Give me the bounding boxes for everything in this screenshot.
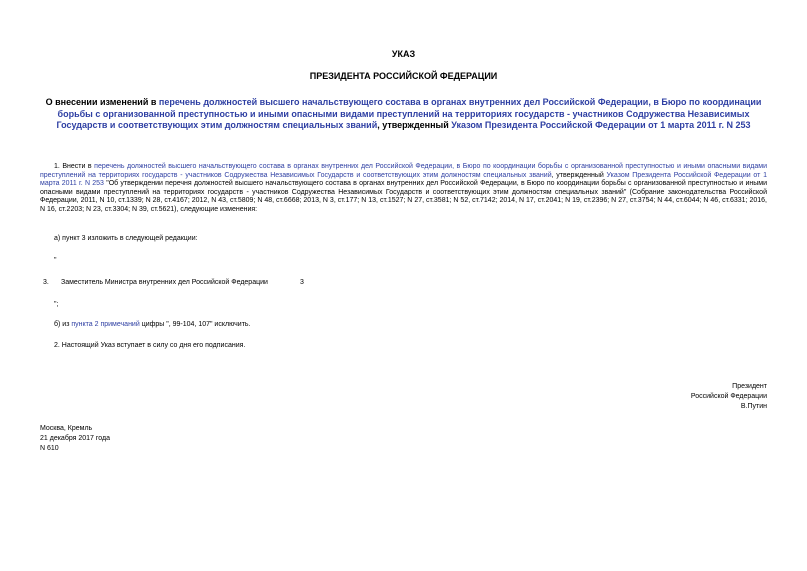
paragraph-1 xyxy=(40,163,767,215)
table-row-number: 3. xyxy=(43,279,49,286)
table-row-position: Заместитель Министра внутренних дел Российской Федерации xyxy=(61,279,268,286)
item-b-text-rest: цифры ", 99-104, 107" исключить. xyxy=(139,321,251,328)
document-subtitle: ПРЕЗИДЕНТА РОССИЙСКОЙ ФЕДЕРАЦИИ xyxy=(309,71,498,81)
paragraph-2: 2. Настоящий Указ вступает в силу со дня его подписания. xyxy=(54,342,246,349)
p1-link-list[interactable]: перечень должностей высшего начальствующего состава в органах внутренних дел Российской Федерации, в Бюро по координации борьбы с организованной преступностью и иными опасными видами преступлений на территориях государств - участников Содружества Независимых Государств и соответствующих этим должностям специальных званий xyxy=(40,163,767,179)
close-quote: "; xyxy=(54,301,59,308)
p1-text-pre: 1. Внести в xyxy=(54,163,95,170)
subject-link-decree[interactable]: Указом Президента Российской Федерации от 1 марта 2011 г. N 253 xyxy=(451,120,751,130)
signature-block xyxy=(691,382,767,412)
subject-link-list[interactable]: перечень должностей высшего начальствующего состава в органах внутренних дел Российской Федерации, в Бюро по координации борьбы с организованной преступностью и иными опасными видами преступлений на территориях государств - участников Содружества Независимых Государств и соответствующих этим должностям специальных званий xyxy=(56,97,762,130)
subject-text-mid: , утвержденный xyxy=(377,120,452,130)
open-quote: " xyxy=(54,257,57,264)
table-row-value: 3 xyxy=(300,279,304,286)
p1-text-rest: "Об утверждении перечня должностей высшего начальствующего состава в органах внутренних дел Российской Федерации, в Бюро по координации борьбы с организованной преступностью и иными опасными видами преступлений на территориях государств - участников Содружества Независимых Государств и соответствующих этим должностям специальных званий" (Собрание законодательства Российской Федерации, 2011, N 10, ст.1339; N 28, ст.4167; 2012, N 43, ст.5809; N 48, ст.6668; 2013, N 3, ст.177; N 13, ст.1527; N 27, ст.3581; N 52, ст.7142; 2014, N 17, ст.2041; N 19, ст.2396; N 27, ст.3754; N 44, ст.6044; N 46, ст.6331; 2016, N 16, ст.2203; N 23, ст.3304; N 39, ст.5621), следующие изменения: xyxy=(40,180,767,213)
subject-text-pre: О внесении изменений в xyxy=(45,97,159,107)
date-line: 21 декабря 2017 года xyxy=(40,435,111,442)
document-title: УКАЗ xyxy=(391,49,416,59)
number-line: N 610 xyxy=(40,445,59,452)
signature-line-3: В.Путин xyxy=(740,403,767,410)
p1-text-mid: , утвержденный xyxy=(551,171,607,179)
signature-line-1: Президент xyxy=(732,383,767,390)
document-subject xyxy=(40,97,767,132)
place-line: Москва, Кремль xyxy=(40,425,93,432)
item-b xyxy=(54,321,251,330)
signature-line-2: Российской Федерации xyxy=(690,393,767,400)
item-b-link-note[interactable]: пункта 2 примечаний xyxy=(71,321,140,328)
place-date-block xyxy=(40,424,110,454)
item-a: а) пункт 3 изложить в следующей редакции: xyxy=(54,235,198,242)
p1-link-decree[interactable]: Указом Президента Российской Федерации от 1 марта 2011 г. N 253 xyxy=(40,171,767,188)
item-b-text-pre: б) из xyxy=(54,321,72,328)
